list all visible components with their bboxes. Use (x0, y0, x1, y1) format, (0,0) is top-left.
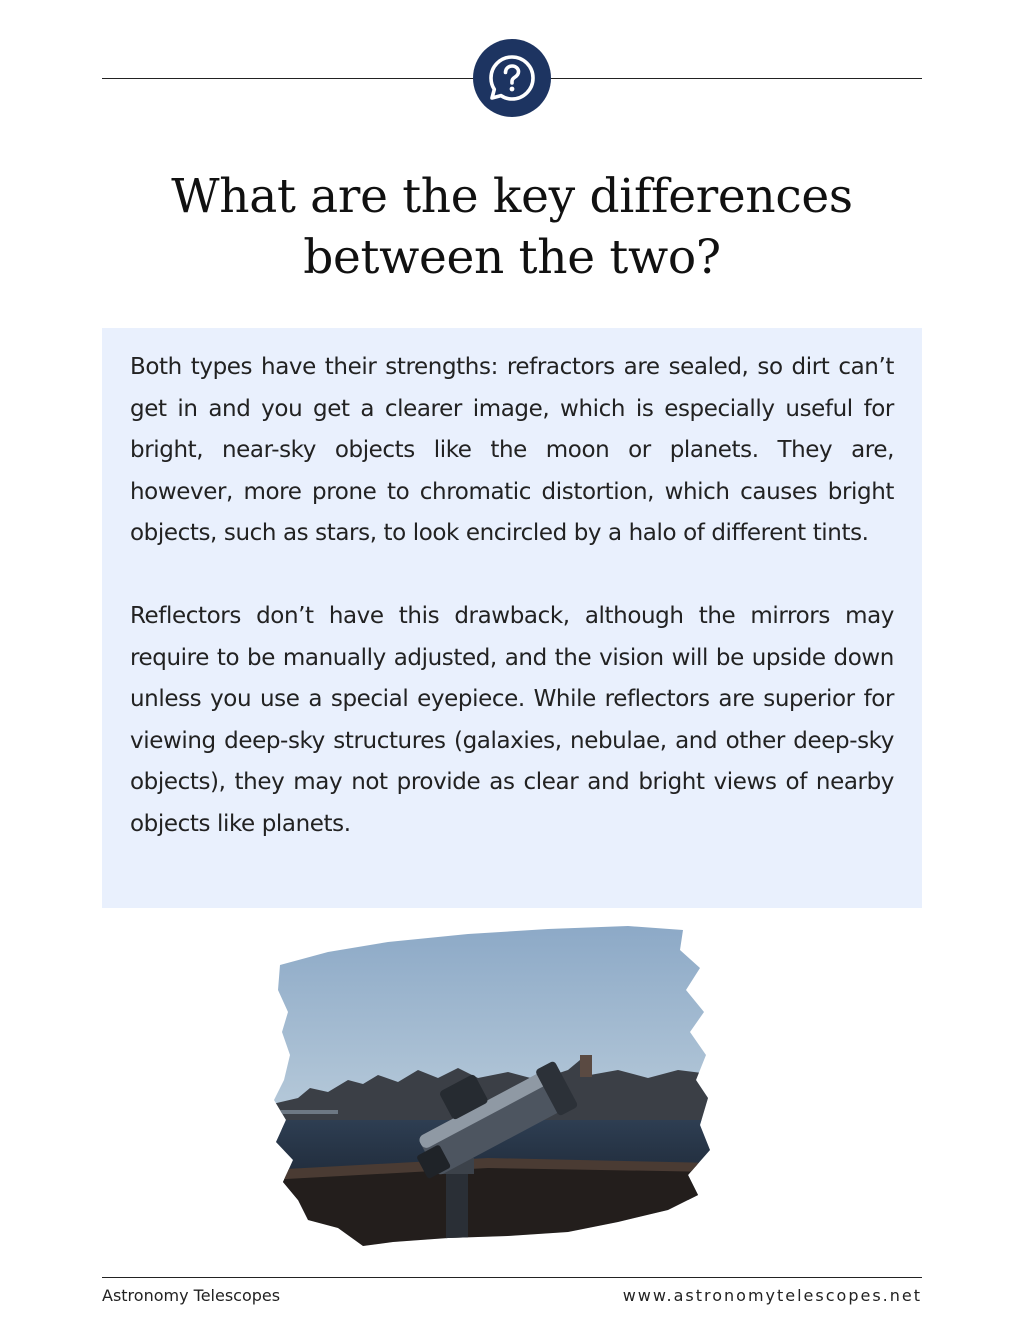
title-line-2: between the two? (303, 230, 721, 285)
title-line-1: What are the key differences (171, 169, 853, 224)
footer-brand: Astronomy Telescopes (102, 1286, 281, 1305)
page-title (102, 166, 922, 288)
paragraph-reflectors: Reflectors don’t have this drawback, although the mirrors may require to be manually adjusted, and the vision will be upside down unless you use a special eyepiece. While reflectors are superior for viewing deep-sky structures (galaxies, nebulae, and other deep-sky objects), they may not provide as clear and bright views of nearby objects like planets. (130, 603, 894, 837)
paragraph-refractors: Both types have their strengths: refractors are sealed, so dirt can’t get in and you get a clearer image, which is especially useful for bright, near-sky objects like the moon or planets. They are, however, more prone to chromatic distortion, which causes bright objects, such as stars, to look encircled by a halo of different tints. (130, 354, 894, 546)
question-speech-bubble-icon (486, 52, 538, 104)
info-panel (102, 328, 922, 908)
footer-rule (102, 1277, 922, 1278)
question-badge (473, 39, 551, 117)
footer-url[interactable]: www.astronomytelescopes.net (622, 1286, 922, 1305)
binocular-viewer-photo (268, 920, 718, 1250)
